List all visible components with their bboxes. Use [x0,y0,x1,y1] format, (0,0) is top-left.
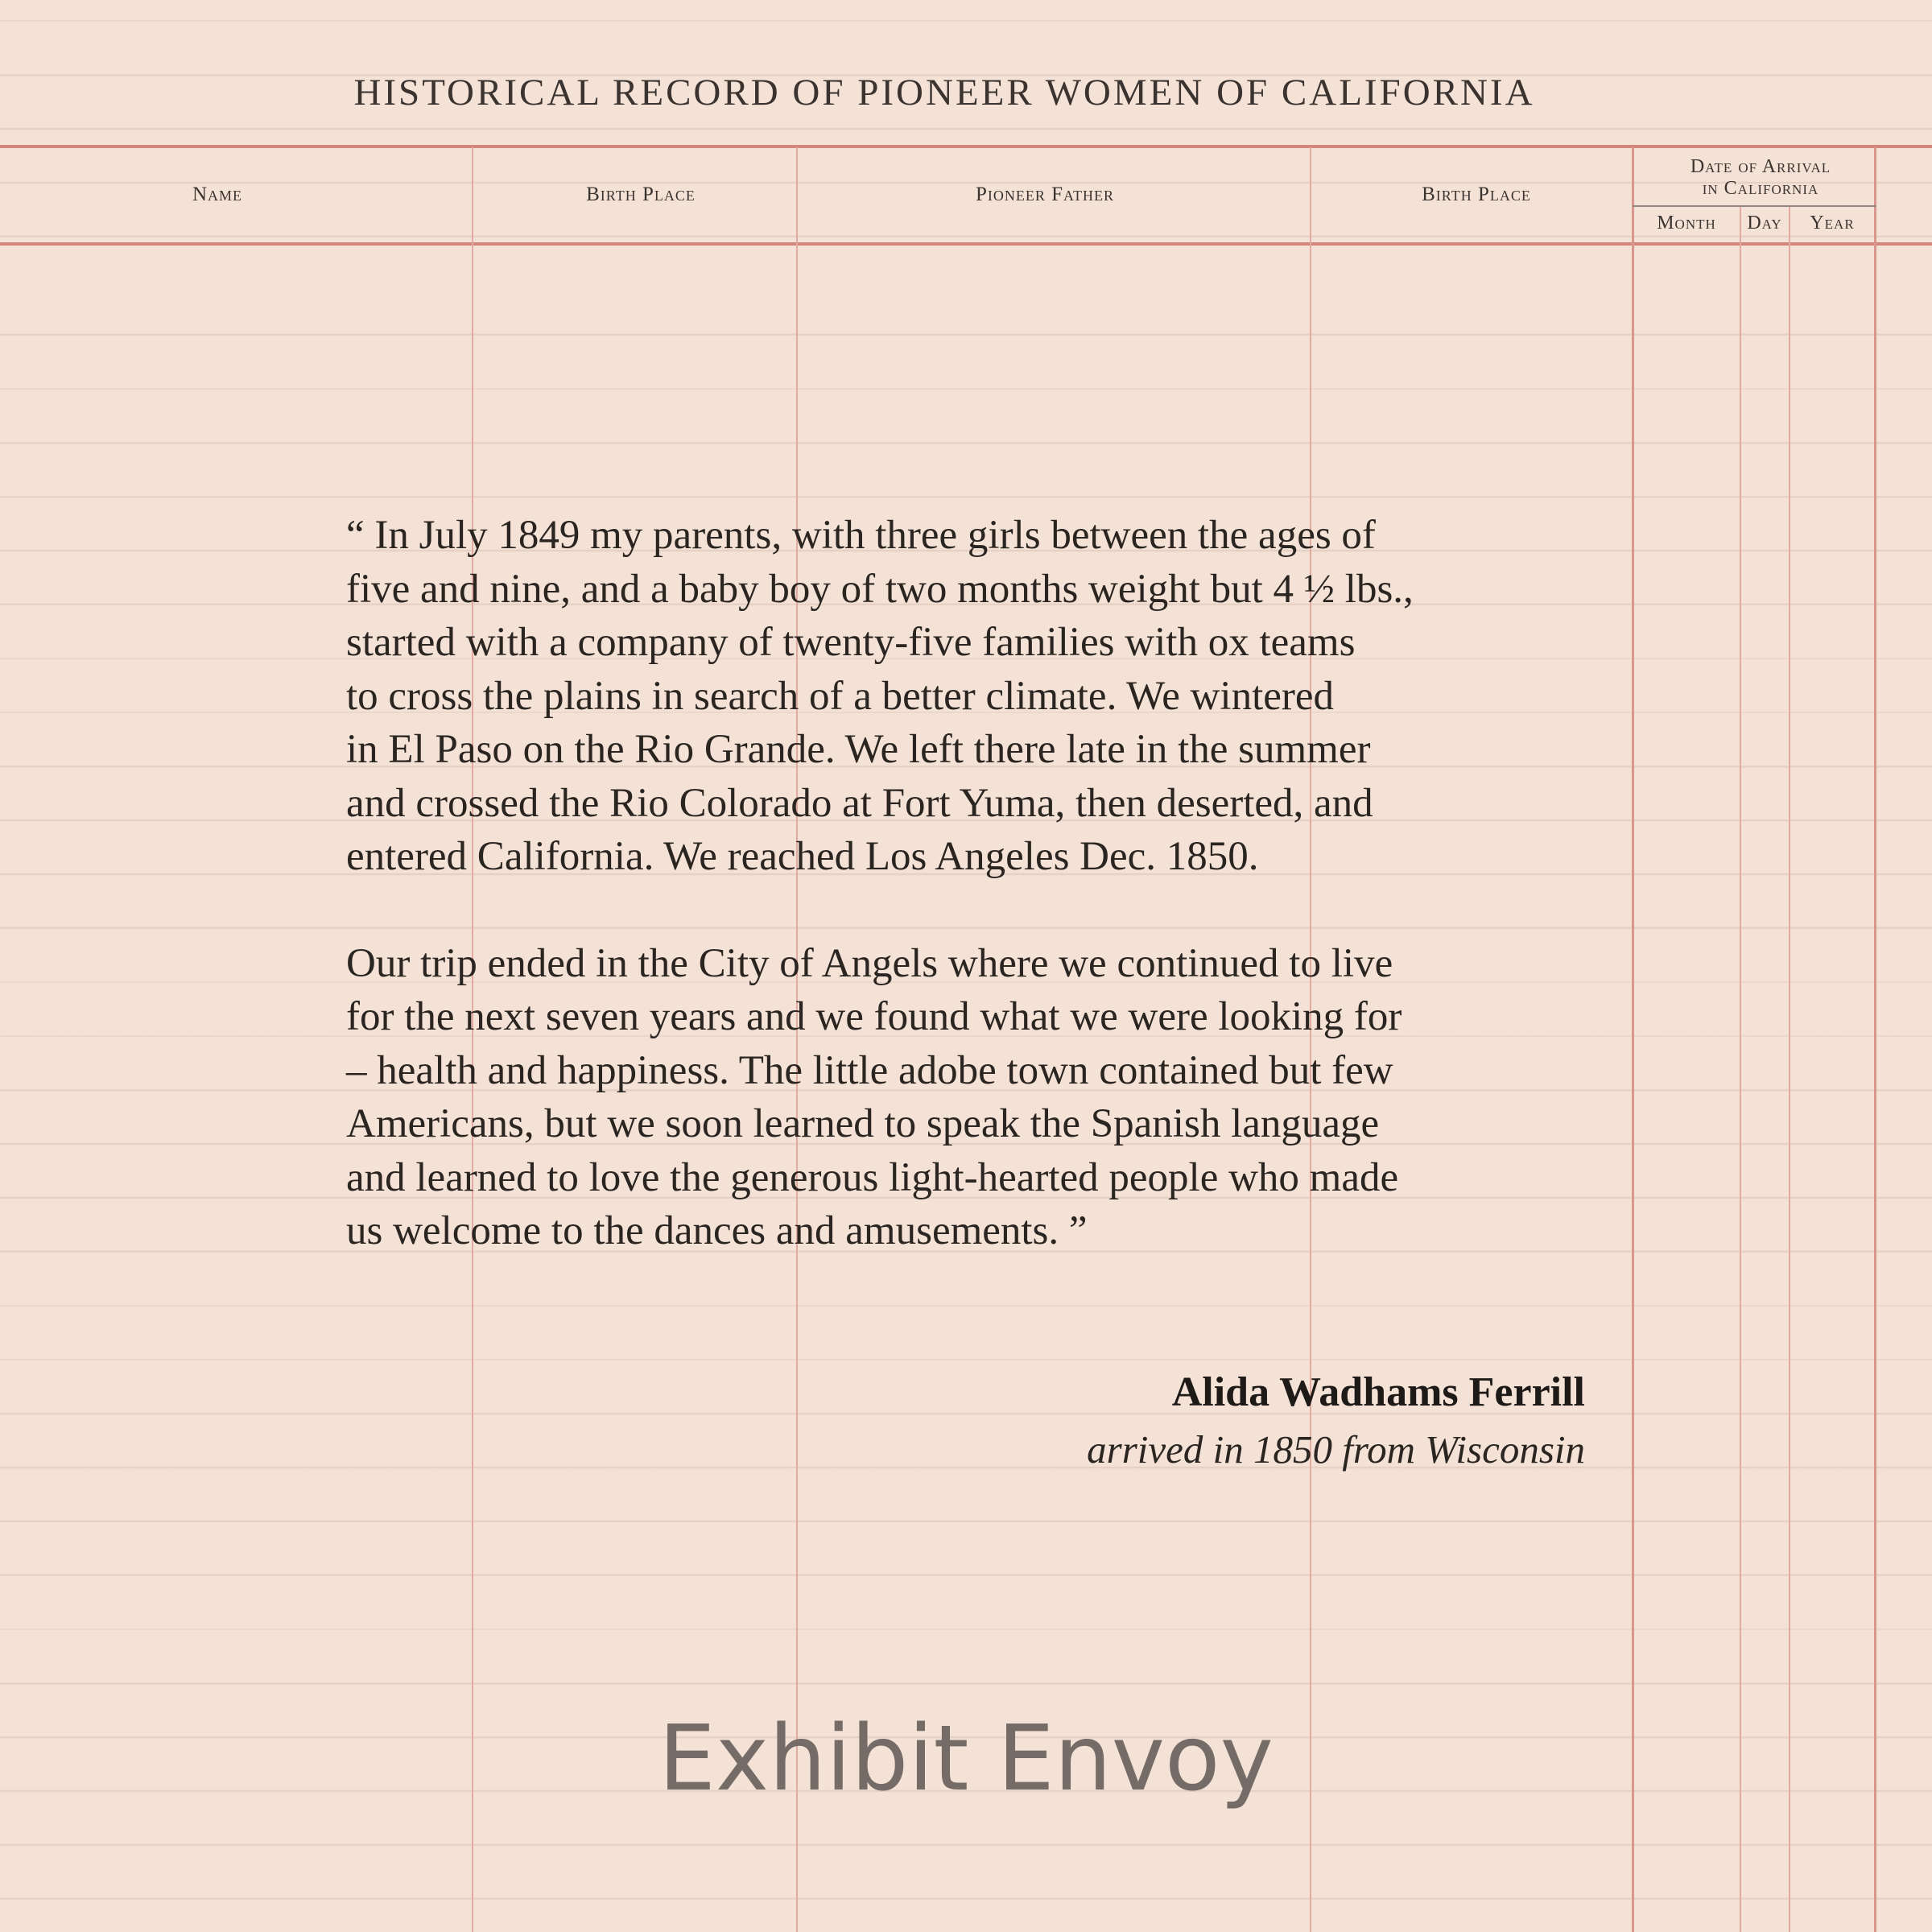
ledger-column-divider [1632,147,1634,1932]
ledger-column-divider [1874,147,1876,1932]
ledger-top-rule [0,145,1932,148]
column-header-pioneer-father: Pioneer Father [975,184,1115,205]
column-header-arrival-date [1634,156,1887,200]
pioneer-quote [346,509,1618,1258]
ledger-header-bottom-rule [0,242,1932,246]
column-header-month: Month [1657,213,1716,233]
column-header-father-birth-place: Birth Place [1422,184,1531,205]
column-header-name: Name [192,184,243,205]
arrival-header-line1: Date of Arrival [1690,156,1831,177]
attribution-name: Alida Wadhams Ferrill [1171,1369,1585,1415]
ledger-title: HISTORICAL RECORD OF PIONEER WOMEN OF CALIFORNIA [353,72,1535,114]
column-header-day: Day [1747,213,1782,233]
quote-paragraph: Our trip ended in the City of Angels where we continued to live for the next seven years and we found what we were looking for – health and happiness. The little adobe town contained but few Americans, but we soon learned to speak the Spanish language and learned to love the generous light-hearted people who made us welcome to the dances and amusements. ” [346,940,1402,1253]
column-header-year: Year [1810,213,1855,233]
ledger-column-divider [1740,207,1741,1932]
attribution-detail: arrived in 1850 from Wisconsin [1087,1427,1585,1472]
arrival-header-line2: in California [1702,178,1819,199]
column-header-birth-place: Birth Place [586,184,696,205]
ledger-column-divider [1789,207,1790,1932]
brand-wordmark: Exhibit Envoy [658,1707,1274,1811]
arrival-subheader-rule [1633,205,1876,207]
quote-paragraph: “ In July 1849 my parents, with three girls between the ages of five and nine, and a baby boy of two months weight but 4 ½ lbs., started with a company of twenty-five families with ox teams to cross the plains in search of a better climate. We wintered in El Paso on the Rio Grande. We left there late in the summer and crossed the Rio Colorado at Fort Yuma, then deserted, and entered California. We reached Los Angeles Dec. 1850. [346,513,1414,879]
